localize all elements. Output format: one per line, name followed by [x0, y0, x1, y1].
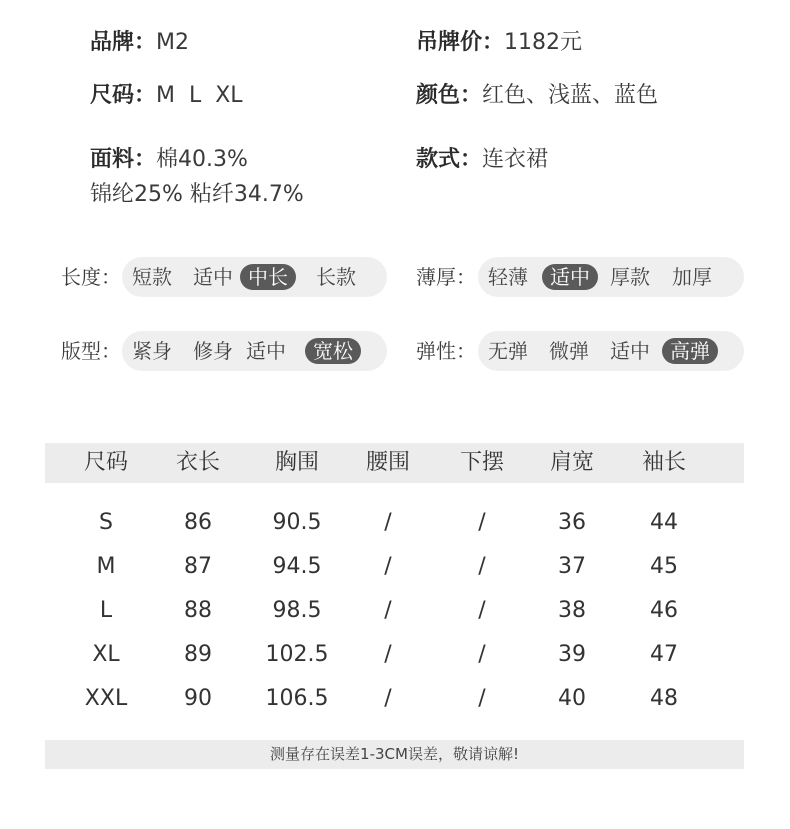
table-cell: /: [478, 598, 486, 623]
fit-option-regular: 适中: [246, 339, 286, 363]
table-cell: 39: [558, 642, 586, 667]
elasticity-option-slight: 微弹: [549, 339, 589, 363]
style-key: 款式：: [416, 147, 483, 172]
brand-key: 品牌：: [90, 30, 157, 55]
table-cell: 106.5: [265, 686, 329, 711]
table-cell: 90: [184, 686, 212, 711]
length-option-medium: 适中: [193, 265, 233, 289]
table-cell: /: [384, 510, 392, 535]
table-cell: L: [99, 598, 113, 623]
color-key: 颜色：: [416, 83, 483, 108]
table-cell: 38: [558, 598, 586, 623]
table-cell: 36: [558, 510, 586, 535]
fabric-info: [90, 142, 248, 173]
table-cell: 44: [650, 510, 678, 535]
length-option-short: 短款: [132, 265, 172, 289]
table-cell: 40: [558, 686, 586, 711]
brand-info: [90, 25, 189, 56]
fit-pill: [122, 331, 387, 371]
table-cell: /: [384, 642, 392, 667]
table-cell: /: [478, 686, 486, 711]
style-value: 连衣裙: [482, 147, 549, 172]
tag-price-key: 吊牌价：: [416, 30, 505, 55]
fabric-key: 面料：: [90, 147, 157, 172]
table-cell: S: [99, 510, 113, 535]
table-cell: 47: [650, 642, 678, 667]
thickness-label: 薄厚：: [416, 265, 476, 289]
size-key: 尺码：: [90, 83, 157, 108]
thickness-option-thin: 轻薄: [488, 265, 528, 289]
length-option-midi-selected: 中长: [240, 264, 296, 290]
header-sleeve: 袖长: [641, 450, 687, 475]
fit-label: 版型：: [61, 339, 121, 363]
header-length: 衣长: [175, 450, 221, 475]
table-cell: 87: [184, 554, 212, 579]
table-cell: XXL: [84, 686, 128, 711]
fit-option-slim: 修身: [193, 339, 233, 363]
table-cell: /: [384, 598, 392, 623]
color-value: 红色、浅蓝、蓝色: [482, 83, 659, 108]
table-cell: /: [384, 554, 392, 579]
fit-option-tight: 紧身: [132, 339, 172, 363]
table-cell: 89: [184, 642, 212, 667]
header-shoulder: 肩宽: [549, 450, 595, 475]
length-option-long: 长款: [316, 265, 356, 289]
table-cell: 45: [650, 554, 678, 579]
fabric-value: 棉40.3%: [156, 147, 248, 172]
table-cell: XL: [92, 642, 120, 667]
thickness-option-extra-thick: 加厚: [672, 265, 712, 289]
color-info: [416, 78, 658, 109]
size-value: M L XL: [156, 83, 243, 108]
table-cell: 37: [558, 554, 586, 579]
table-cell: /: [384, 686, 392, 711]
thickness-option-medium-selected: 适中: [542, 264, 598, 290]
header-hem: 下摆: [459, 450, 505, 475]
length-label: 长度：: [61, 265, 121, 289]
elasticity-label: 弹性：: [416, 339, 476, 363]
length-pill: [122, 257, 387, 297]
table-cell: M: [96, 554, 116, 579]
elasticity-option-medium: 适中: [610, 339, 650, 363]
table-cell: 86: [184, 510, 212, 535]
table-cell: 102.5: [265, 642, 329, 667]
header-chest: 胸围: [274, 450, 320, 475]
elasticity-option-high-selected: 高弹: [662, 338, 718, 364]
thickness-pill: [478, 257, 744, 297]
header-size: 尺码: [83, 450, 129, 475]
table-cell: 90.5: [272, 510, 322, 535]
table-cell: 48: [650, 686, 678, 711]
fit-option-loose-selected: 宽松: [305, 338, 361, 364]
table-cell: /: [478, 510, 486, 535]
elasticity-option-none: 无弹: [488, 339, 528, 363]
thickness-option-thick: 厚款: [610, 265, 650, 289]
style-info: [416, 142, 548, 173]
fabric-line2: 锦纶25% 粘纤34.7%: [90, 182, 304, 207]
header-waist: 腰围: [365, 450, 411, 475]
table-cell: /: [478, 554, 486, 579]
table-cell: /: [478, 642, 486, 667]
size-table-header: [45, 443, 744, 483]
table-cell: 98.5: [272, 598, 322, 623]
tag-price-value: 1182元: [504, 30, 583, 55]
brand-value: M2: [156, 30, 189, 55]
table-cell: 46: [650, 598, 678, 623]
size-info: [90, 78, 243, 109]
table-cell: 94.5: [272, 554, 322, 579]
tag-price-info: [416, 25, 582, 56]
table-cell: 88: [184, 598, 212, 623]
measurement-note: 测量存在误差1-3CM误差，敬请谅解!: [45, 740, 744, 769]
elasticity-pill: [478, 331, 744, 371]
